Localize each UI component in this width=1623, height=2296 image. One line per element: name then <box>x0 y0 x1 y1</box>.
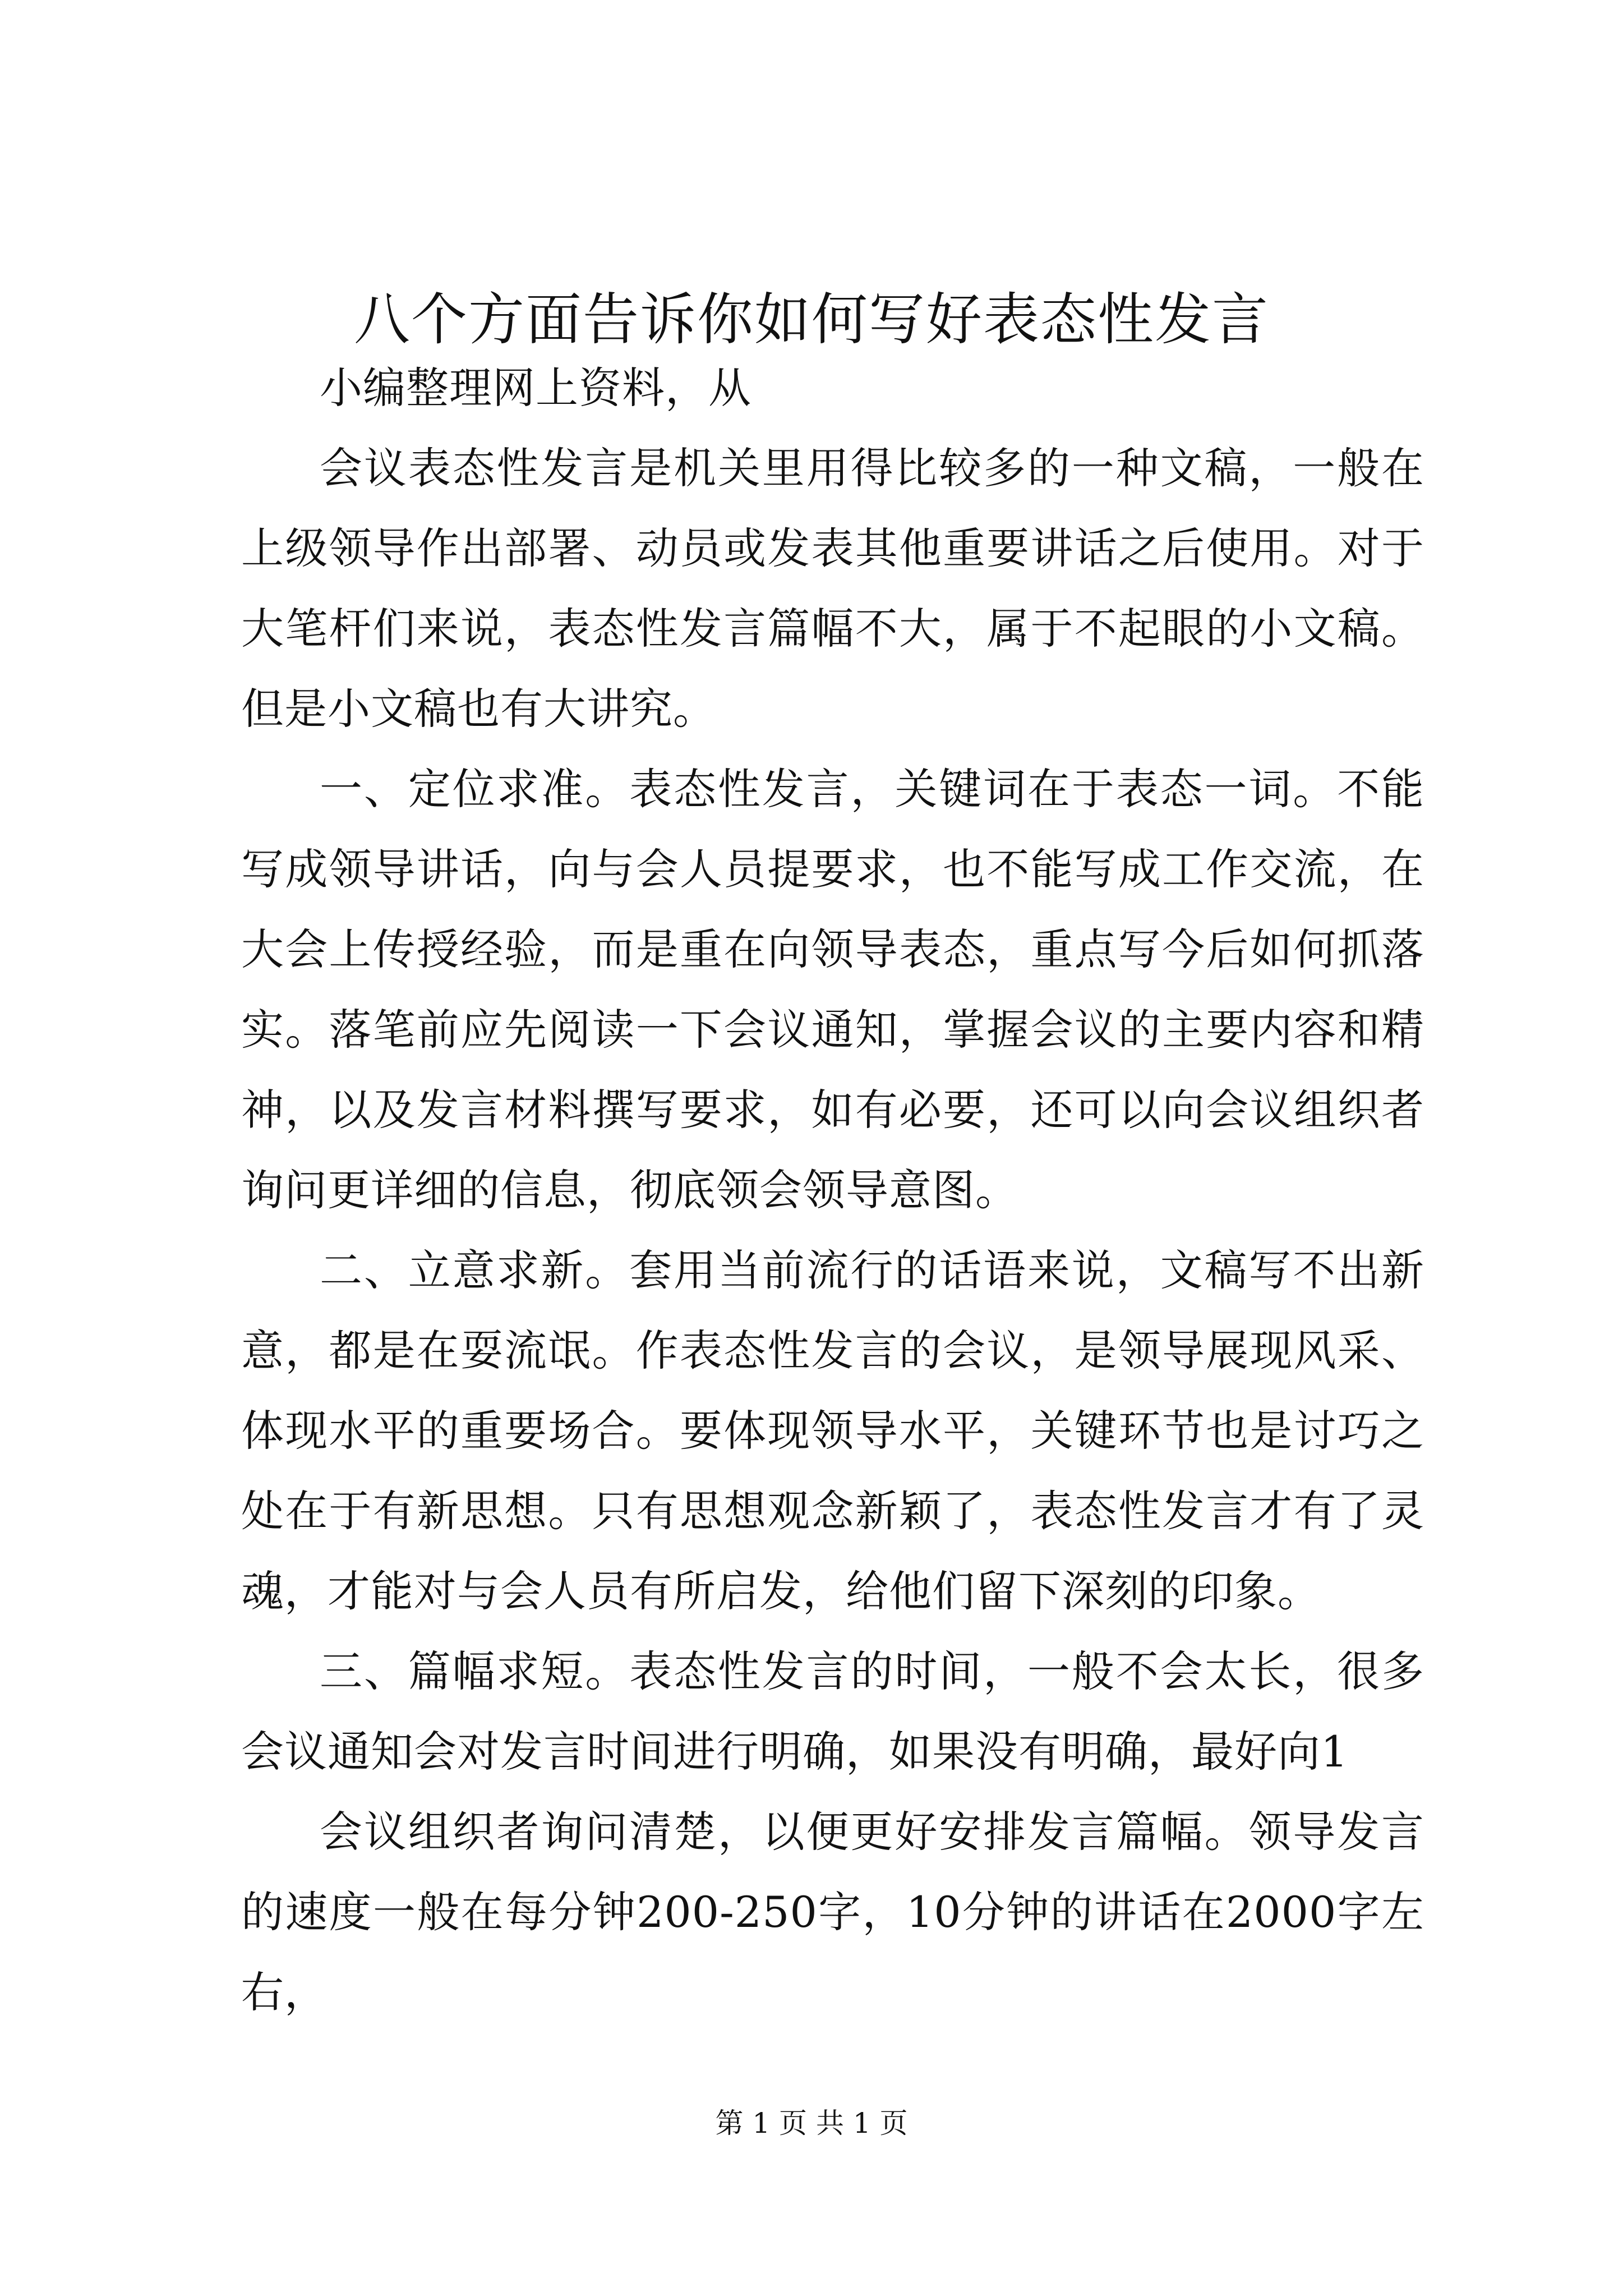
paragraph-section-1: 一、定位求准。表态性发言，关键词在于表态一词。不能写成领导讲话，向与会人员提要求，也不能写成工作交流，在大会上传授经验，而是重在向领导表态，重点写今后如何抓落实。落笔前应先阅读一下会议通知，掌握会议的主要内容和精神，以及发言材料撰写要求，如有必要，还可以向会议组织者询问更详细的信息，彻底领会领导意图。 <box>241 764 1424 1215</box>
document-title: 八个方面告诉你如何写好表态性发言 <box>354 287 1269 352</box>
page-footer: 第 1 页 共 1 页 <box>715 2107 908 2139</box>
paragraph-section-3: 三、篇幅求短。表态性发言的时间，一般不会太长，很多会议通知会对发言时间进行明确，如果没有明确，最好向1 <box>241 1646 1424 1777</box>
document-body <box>241 348 1424 2032</box>
paragraph-intro: 小编整理网上资料，从 <box>320 363 751 413</box>
paragraph-continuation: 会议组织者询问清楚，以便更好安排发言篇幅。领导发言的速度一般在每分钟200-250字，10分钟的讲话在2000字左右， <box>241 1807 1424 2017</box>
paragraph-overview: 会议表态性发言是机关里用得比较多的一种文稿，一般在上级领导作出部署、动员或发表其他重要讲话之后使用。对于大笔杆们来说，表态性发言篇幅不大，属于不起眼的小文稿。但是小文稿也有大讲究。 <box>241 443 1424 734</box>
paragraph-section-2: 二、立意求新。套用当前流行的话语来说，文稿写不出新意，都是在耍流氓。作表态性发言的会议，是领导展现风采、体现水平的重要场合。要体现领导水平，关键环节也是讨巧之处在于有新思想。只有思想观念新颖了，表态性发言才有了灵魂，才能对与会人员有所启发，给他们留下深刻的印象。 <box>241 1245 1424 1616</box>
